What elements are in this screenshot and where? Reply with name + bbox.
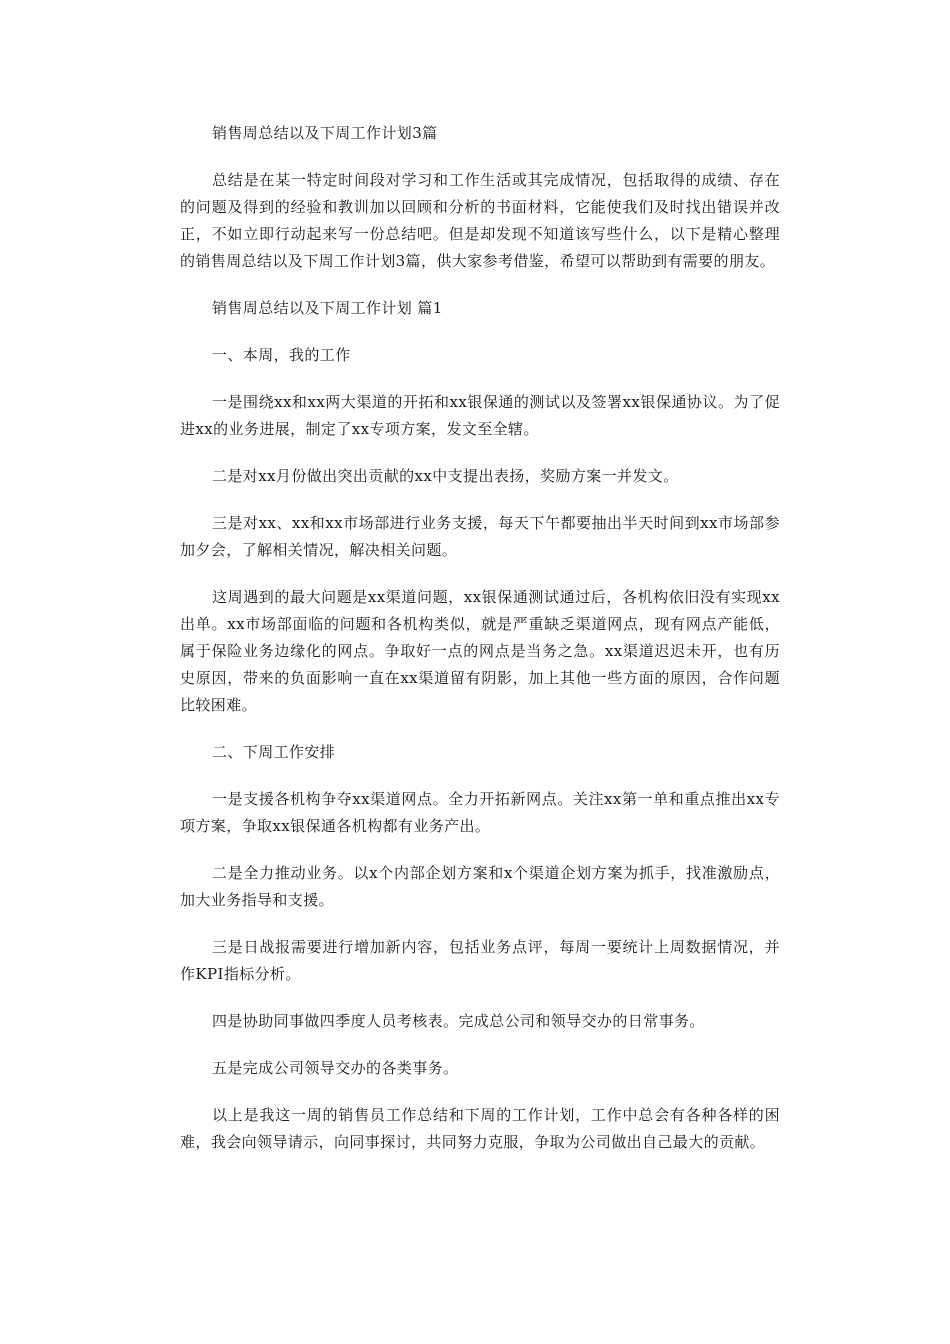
document-body bbox=[180, 120, 780, 1176]
part2-paragraph: 五是完成公司领导交办的各类事务。 bbox=[212, 1059, 459, 1077]
document-title: 销售周总结以及下周工作计划3篇 bbox=[212, 124, 438, 142]
part2-paragraph: 一是支援各机构争夺xx渠道网点。全力开拓新网点。关注xx第一单和重点推出xx专项方案，争取xx银保通各机构都有业务产出。 bbox=[180, 790, 780, 835]
part1-paragraph: 这周遇到的最大问题是xx渠道问题，xx银保通测试通过后，各机构依旧没有实现xx出单。xx市场部面临的问题和各机构类似，就是严重缺乏渠道网点，现有网点产能低，属于保险业务边缘化的网点。争取好一点的网点是当务之急。xx渠道迟迟未开，也有历史原因，带来的负面影响一直在xx渠道留有阴影，加上其他一些方面的原因，合作问题比较困难。 bbox=[180, 588, 780, 714]
section-title: 销售周总结以及下周工作计划 篇1 bbox=[212, 299, 443, 317]
part2-paragraph: 三是日战报需要进行增加新内容，包括业务点评，每周一要统计上周数据情况，并作KPI指标分析。 bbox=[180, 938, 780, 983]
part2-heading: 二、下周工作安排 bbox=[212, 743, 336, 761]
closing-paragraph: 以上是我这一周的销售员工作总结和下周的工作计划，工作中总会有各种各样的困难，我会向领导请示，向同事探讨，共同努力克服，争取为公司做出自己最大的贡献。 bbox=[180, 1106, 780, 1151]
part2-paragraph: 二是全力推动业务。以x个内部企划方案和x个渠道企划方案为抓手，找准激励点，加大业务指导和支援。 bbox=[180, 864, 780, 909]
part2-paragraph: 四是协助同事做四季度人员考核表。完成总公司和领导交办的日常事务。 bbox=[212, 1012, 705, 1030]
intro-paragraph: 总结是在某一特定时间段对学习和工作生活或其完成情况，包括取得的成绩、存在的问题及得到的经验和教训加以回顾和分析的书面材料，它能使我们及时找出错误并改正，不如立即行动起来写一份总结吧。但是却发现不知道该写些什么，以下是精心整理的销售周总结以及下周工作计划3篇，供大家参考借鉴，希望可以帮助到有需要的朋友。 bbox=[180, 171, 780, 270]
part1-paragraph: 一是围绕xx和xx两大渠道的开拓和xx银保通的测试以及签署xx银保通协议。为了促进xx的业务进展，制定了xx专项方案，发文至全辖。 bbox=[180, 393, 780, 438]
part1-heading: 一、本周，我的工作 bbox=[212, 346, 351, 364]
part1-paragraph: 二是对xx月份做出突出贡献的xx中支提出表扬，奖励方案一并发文。 bbox=[212, 467, 679, 485]
part1-paragraph: 三是对xx、xx和xx市场部进行业务支援，每天下午都要抽出半天时间到xx市场部参加夕会，了解相关情况，解决相关问题。 bbox=[180, 514, 780, 559]
